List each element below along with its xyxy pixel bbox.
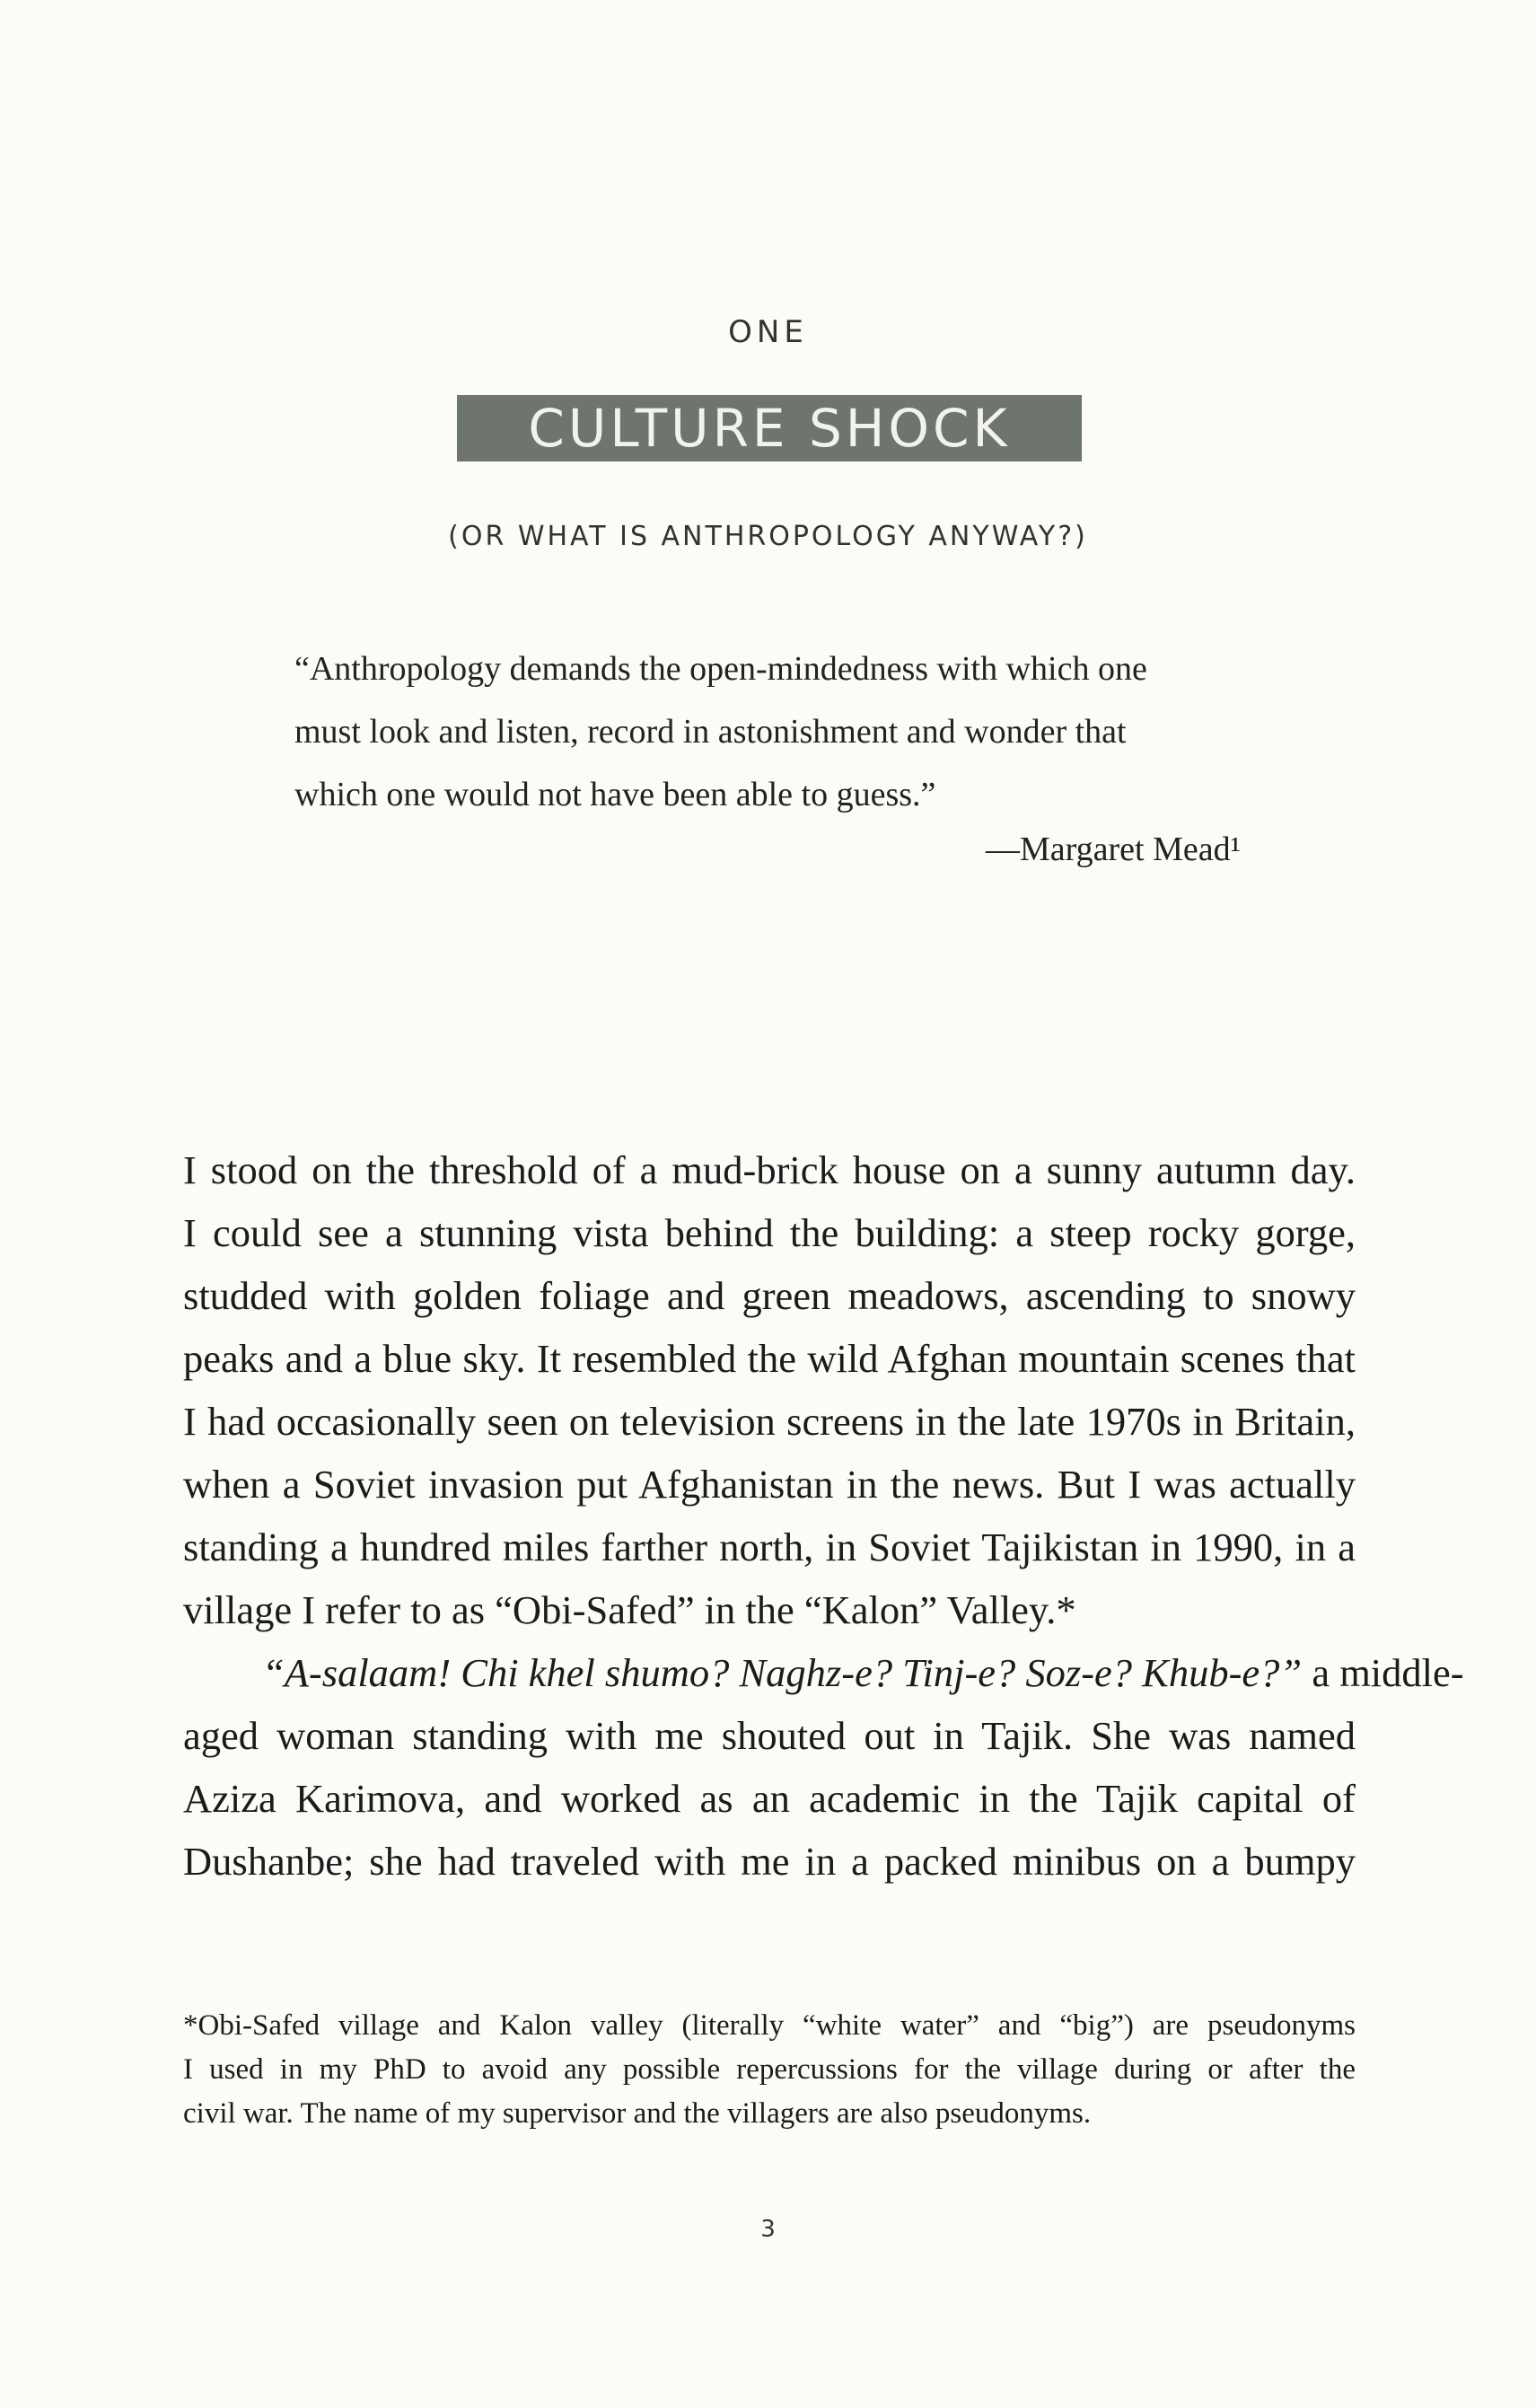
body-line: I had occasionally seen on television screens in the late 1970s in Britain, bbox=[183, 1399, 1356, 1444]
chapter-title: CULTURE SHOCK bbox=[528, 398, 1011, 459]
body-text bbox=[183, 1138, 1464, 1893]
body-line: Aziza Karimova, and worked as an academic in the Tajik capital of bbox=[183, 1776, 1356, 1821]
epigraph-quote bbox=[294, 637, 1246, 826]
epigraph-line: which one would not have been able to guess.” bbox=[294, 776, 936, 813]
body-line: I could see a stunning vista behind the building: a steep rocky gorge, bbox=[183, 1210, 1356, 1255]
chapter-title-banner bbox=[457, 395, 1082, 461]
footnote-line: I used in my PhD to avoid any possible repercussions for the village during or after the bbox=[183, 2053, 1356, 2086]
tajik-greeting: “A-salaam! Chi khel shumo? Naghz-e? Tinj-e? Soz-e? Khub-e?” bbox=[262, 1650, 1303, 1695]
body-line: when a Soviet invasion put Afghanistan in the news. But I was actually bbox=[183, 1462, 1356, 1507]
page-number: 3 bbox=[760, 2216, 776, 2243]
chapter-subtitle: (OR WHAT IS ANTHROPOLOGY ANYWAY?) bbox=[448, 521, 1088, 552]
body-line: standing a hundred miles farther north, in Soviet Tajikistan in 1990, in a bbox=[183, 1525, 1356, 1569]
epigraph-line: “Anthropology demands the open-mindedness with which one bbox=[294, 650, 1147, 688]
body-line: aged woman standing with me shouted out in Tajik. She was named bbox=[183, 1713, 1356, 1758]
footnote bbox=[183, 2004, 1356, 2136]
body-line: studded with golden foliage and green meadows, ascending to snowy bbox=[183, 1273, 1356, 1318]
epigraph-attribution: —Margaret Mead¹ bbox=[986, 830, 1241, 868]
epigraph-line: must look and listen, record in astonishment and wonder that bbox=[294, 713, 1127, 751]
chapter-number: ONE bbox=[728, 314, 808, 350]
footnote-line: *Obi-Safed village and Kalon valley (literally “white water” and “big”) are pseudonyms bbox=[183, 2009, 1356, 2042]
body-line: I stood on the threshold of a mud-brick house on a sunny autumn day. bbox=[183, 1147, 1356, 1192]
body-line-dialogue bbox=[183, 1641, 1464, 1704]
body-line: peaks and a blue sky. It resembled the wild Afghan mountain scenes that bbox=[183, 1336, 1356, 1381]
body-line: village I refer to as “Obi-Safed” in the “Kalon” Valley.* bbox=[183, 1587, 1076, 1632]
footnote-line: civil war. The name of my supervisor and the villagers are also pseudonyms. bbox=[183, 2097, 1092, 2130]
body-line-continuation: a middle- bbox=[1302, 1650, 1464, 1695]
body-line: Dushanbe; she had traveled with me in a packed minibus on a bumpy bbox=[183, 1839, 1356, 1884]
